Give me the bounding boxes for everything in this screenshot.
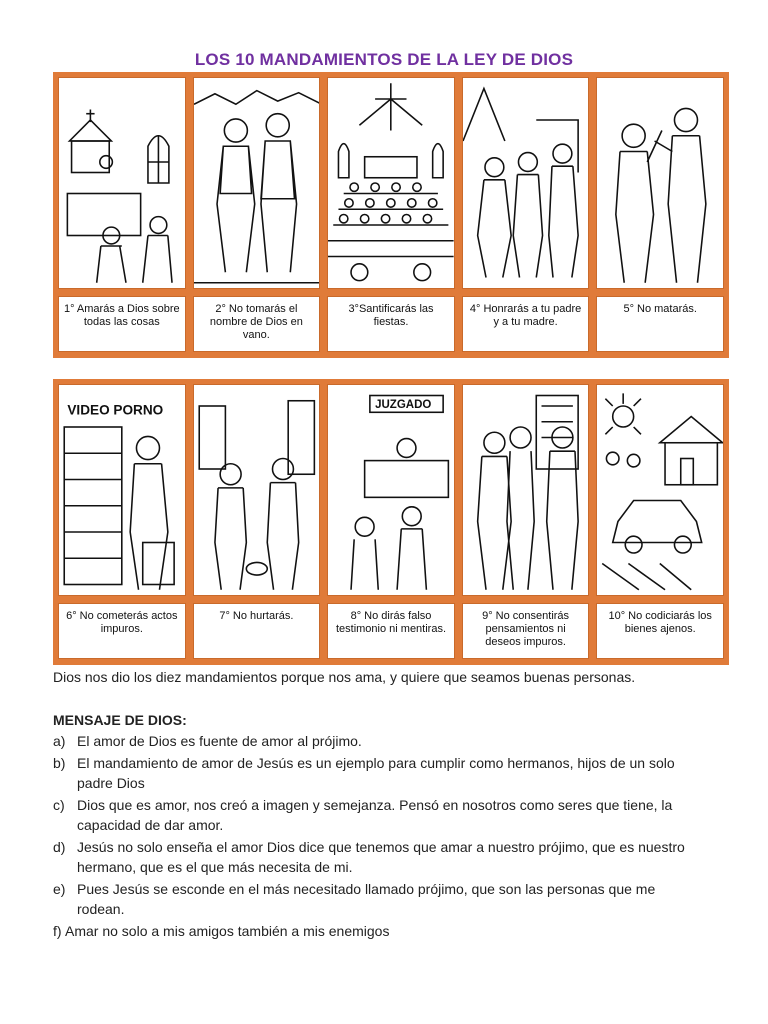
illustration-1 [58, 77, 186, 289]
item-text: Jesús no solo enseña el amor Dios dice que tenemos que amar a nuestro prójimo, que es nuestro hermano, que es el que más necesita de mi. [77, 839, 685, 875]
video-store-sign: VIDEO PORNO [67, 402, 164, 418]
list-item [53, 837, 693, 877]
page-title: LOS 10 MANDAMIENTOS DE LA LEY DE DIOS [194, 50, 574, 69]
men-street-icon [194, 385, 320, 595]
caption-7: 7° No hurtarás. [193, 603, 321, 659]
item-letter: b) [53, 755, 66, 771]
family-icon [463, 78, 589, 288]
caption-4: 4° Honrarás a tu padre y a tu madre. [462, 296, 590, 352]
men-talking-icon [194, 78, 320, 288]
church-mass-icon [328, 78, 454, 288]
illustration-9 [462, 384, 590, 596]
item-text: El amor de Dios es fuente de amor al prójimo. [77, 733, 362, 749]
list-item [53, 753, 693, 793]
illustration-10 [596, 384, 724, 596]
item-letter: d) [53, 839, 66, 855]
courtroom-sign: JUZGADO [375, 399, 432, 412]
item-text: Amar no solo a mis amigos también a mis enemigos [65, 923, 390, 939]
caption-8: 8° No dirás falso testimonio ni mentiras. [327, 603, 455, 659]
caption-1: 1° Amarás a Dios sobre todas las cosas [58, 296, 186, 352]
illustration-2 [193, 77, 321, 289]
item-text: El mandamiento de amor de Jesús es un ejemplo para cumplir como hermanos, hijos de un solo padre Dios [77, 755, 675, 791]
item-text: Dios que es amor, nos creó a imagen y semejanza. Pensó en nosotros como seres que tiene, la capacidad de dar amor. [77, 797, 673, 833]
house-car-icon [597, 385, 723, 595]
commandments-grid-1 [53, 72, 729, 358]
caption-9: 9° No consentirás pensamientos ni deseos impuros. [462, 603, 590, 659]
caption-6: 6° No cometerás actos impuros. [58, 603, 186, 659]
item-text: Pues Jesús se esconde en el más necesitado llamado prójimo, que son las personas que me rodean. [77, 881, 656, 917]
caption-10: 10° No codiciarás los bienes ajenos. [596, 603, 724, 659]
video-store-icon [59, 385, 185, 595]
intro-paragraph: Dios nos dio los diez mandamientos porque nos ama, y quiere que seamos buenas personas. [53, 669, 636, 685]
illustration-6 [58, 384, 186, 596]
list-item [53, 795, 693, 835]
couple-street-icon [463, 385, 589, 595]
item-letter: f) [53, 923, 62, 939]
message-title: MENSAJE DE DIOS: [53, 712, 187, 728]
message-list [53, 731, 693, 943]
list-item [53, 731, 693, 751]
caption-3: 3°Santificarás las fiestas. [327, 296, 455, 352]
list-item [53, 921, 693, 941]
illustration-5 [596, 77, 724, 289]
illustration-4 [462, 77, 590, 289]
courtroom-icon [328, 385, 454, 595]
men-arguing-icon [597, 78, 723, 288]
caption-5: 5° No matarás. [596, 296, 724, 352]
list-item [53, 879, 693, 919]
item-letter: e) [53, 881, 66, 897]
item-letter: c) [53, 797, 65, 813]
commandments-grid-2 [53, 379, 729, 665]
caption-2: 2° No tomarás el nombre de Dios en vano. [193, 296, 321, 352]
illustration-7 [193, 384, 321, 596]
illustration-3 [327, 77, 455, 289]
altar-church-icon [59, 78, 185, 288]
item-letter: a) [53, 733, 66, 749]
illustration-8 [327, 384, 455, 596]
